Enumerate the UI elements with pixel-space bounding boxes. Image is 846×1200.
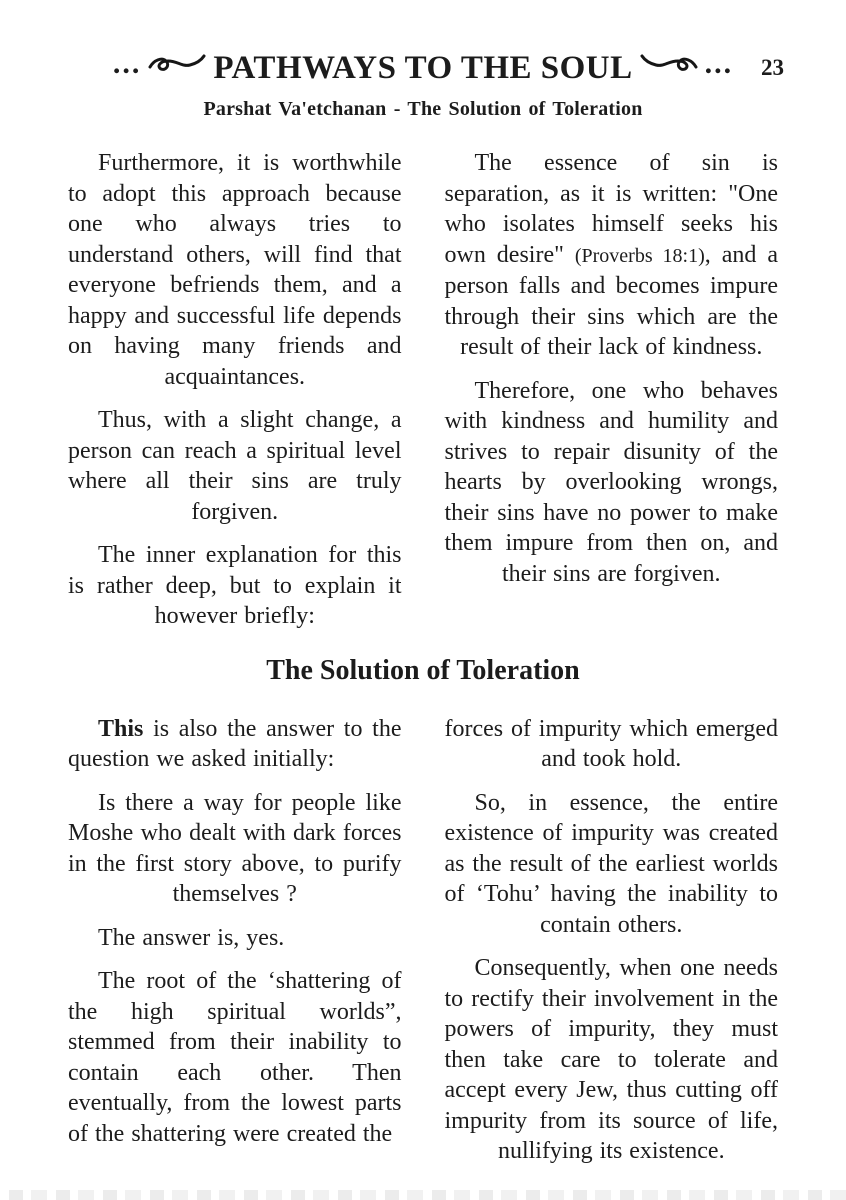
text-run: Consequently, when one needs to rectify their involvement in the powers of impurity, they must then take care to tolerate and accept every Jew, thus cutting off impurity from its source of life, nullifying its existence.: [444, 955, 778, 1164]
section-2-left-column: [68, 714, 402, 1180]
section-heading: The Solution of Toleration: [266, 654, 580, 686]
header-dots-left: ...: [112, 47, 142, 80]
header-dots-right: ...: [704, 47, 734, 80]
paragraph: [68, 714, 402, 775]
page-bottom-edge-band: [0, 1190, 846, 1200]
section-2-right-column: [445, 714, 779, 1180]
paragraph: [445, 376, 779, 590]
flourish-icon-right: [640, 53, 698, 84]
paragraph: [68, 966, 402, 1149]
text-run: Thus, with a slight change, a person can reach a spiritual level where all their sins are truly forgiven.: [68, 407, 402, 525]
section-1-right-column: [445, 148, 779, 645]
text-run: , and a person falls and becomes impure through their sins which are the result of their lack of kindness.: [444, 241, 778, 360]
page-number: 23: [761, 55, 784, 80]
text-run: The inner explanation for this is rather deep, but to explain it however briefly:: [68, 542, 402, 629]
page-title: PATHWAYS TO THE SOUL: [213, 49, 633, 86]
paragraph: [68, 405, 402, 527]
text-run: This: [98, 715, 144, 742]
paragraph: [445, 714, 779, 775]
paragraph: [68, 148, 402, 392]
flourish-icon-left: [148, 53, 206, 84]
section-1-left-column: [68, 148, 402, 645]
text-run: The essence of sin is separation, as it is written: "One who isolates himself seeks his own desire": [444, 150, 778, 268]
section-1-columns: [68, 148, 778, 645]
paragraph: [68, 540, 402, 632]
paragraph: [445, 953, 779, 1167]
paragraph: [68, 923, 402, 954]
paragraph: [68, 788, 402, 910]
text-run: is also the answer to the question we asked initially:: [68, 715, 402, 772]
paragraph: [445, 788, 779, 941]
text-run: Therefore, one who behaves with kindness and humility and strives to repair disunity of the hearts by overlooking wrongs, their sins have no power to make them impure from then on, and their sins are forgiven.: [444, 377, 778, 587]
text-run: Is there a way for people like Moshe who dealt with dark forces in the first story above, to purify themselves ?: [68, 789, 402, 907]
paragraph: [445, 148, 779, 363]
text-run: Furthermore, it is worthwhile to adopt this approach because one who always tries to understand others, will find that everyone befriends them, and a happy and successful life depends on having many friends and acquaintances.: [68, 150, 402, 390]
section-2-columns: [68, 714, 778, 1180]
text-run: (Proverbs 18:1): [574, 244, 705, 267]
text-run: The answer is, yes.: [98, 924, 285, 951]
chapter-subtitle: Parshat Va'etchanan - The Solution of Toleration: [203, 98, 643, 120]
text-run: The root of the ‘shattering of the high spiritual worlds”, stemmed from their inability to contain each other. Then eventually, from the lowest parts of the shattering were created the: [68, 968, 402, 1147]
page-header: [68, 46, 784, 90]
text-run: So, in essence, the entire existence of impurity was created as the result of the earliest worlds of ‘Tohu’ having the inability to contain others.: [444, 789, 778, 938]
text-run: forces of impurity which emerged and took hold.: [444, 715, 778, 772]
